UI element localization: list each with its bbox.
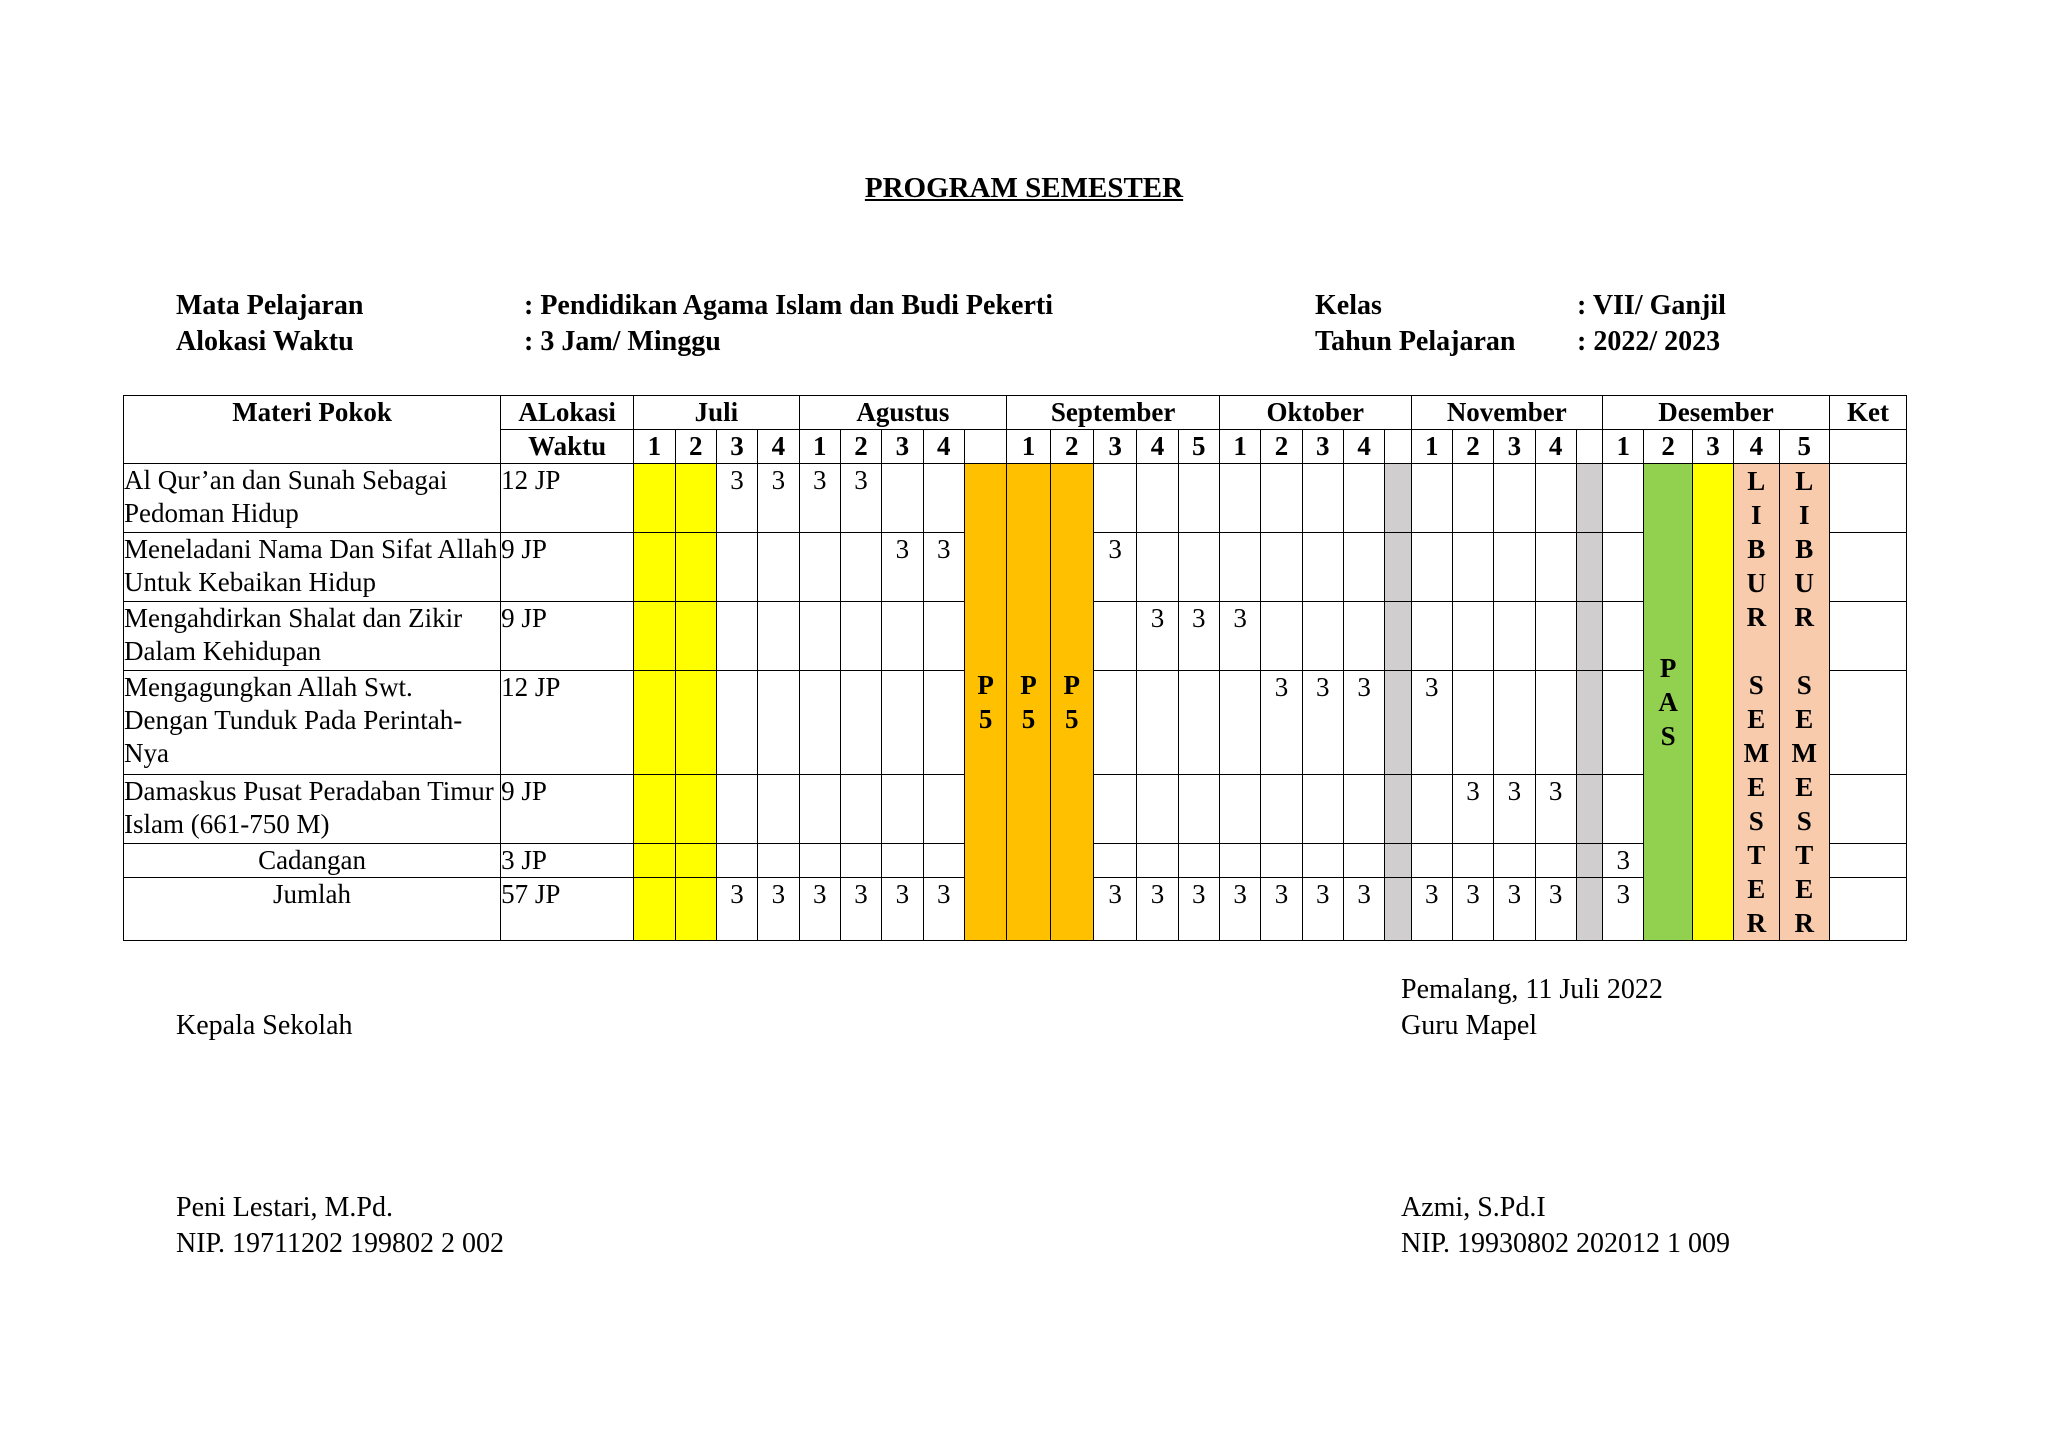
week-oktober-4: 4	[1343, 430, 1384, 464]
cell-september-4	[1137, 464, 1178, 533]
cell-november-3	[1494, 602, 1535, 671]
cell-november-2	[1452, 602, 1493, 671]
materi-cell: Al Qur’an dan Sunah Sebagai Pedoman Hidup	[124, 464, 501, 533]
week-september-2: 2	[1050, 430, 1093, 464]
cell-september-3: 3	[1093, 533, 1136, 602]
materi-cell: Jumlah	[124, 878, 501, 941]
cell-agustus-2: 3	[840, 464, 881, 533]
ket-cell	[1829, 602, 1906, 671]
cell-oktober-4	[1343, 774, 1384, 843]
cell-juli-3	[716, 774, 757, 843]
cell-desember-1	[1603, 533, 1644, 602]
libur-semester-block-1-letter: B	[1747, 534, 1766, 564]
cell-november-1	[1411, 464, 1452, 533]
cell-september-3	[1093, 602, 1136, 671]
libur-semester-block-2-letter: E	[1795, 704, 1814, 734]
cell-november-3	[1494, 843, 1535, 878]
week-november-3: 3	[1494, 430, 1535, 464]
week-oktober-3: 3	[1302, 430, 1343, 464]
cell-juli-4	[758, 533, 799, 602]
materi-cell: Mengagungkan Allah Swt. Dengan Tunduk Pada Perintah-Nya	[124, 671, 501, 775]
cell-juli-1	[634, 464, 675, 533]
alokasi-cell: 57 JP	[501, 878, 634, 941]
mapel-value: : Pendidikan Agama Islam dan Budi Pekerti	[524, 290, 1053, 321]
cell-agustus-4	[923, 774, 964, 843]
cell-agustus-2	[840, 602, 881, 671]
p5-block-september-1-letter: 5	[1021, 704, 1036, 734]
cell-oktober-4	[1343, 533, 1384, 602]
cell-agustus-3: 3	[882, 533, 923, 602]
cell-agustus-4	[923, 602, 964, 671]
cell-juli-2	[675, 464, 716, 533]
cell-desember-1	[1603, 464, 1644, 533]
header-materi: Materi Pokok	[124, 396, 501, 464]
cell-oktober-3	[1302, 464, 1343, 533]
cell-juli-3	[716, 843, 757, 878]
cell-september-3	[1093, 464, 1136, 533]
cell-agustus-1: 3	[799, 878, 840, 941]
alokasi-cell: 12 JP	[501, 464, 634, 533]
cell-oktober-3	[1302, 774, 1343, 843]
cell-desember-1	[1603, 602, 1644, 671]
libur-semester-block-2-letter: U	[1794, 568, 1814, 598]
week-desember-5: 5	[1779, 430, 1829, 464]
tahun-label: Tahun Pelajaran	[1315, 326, 1516, 357]
cell-oktober-4	[1343, 843, 1384, 878]
cell-agustus-2	[840, 671, 881, 775]
cell-agustus-4	[923, 464, 964, 533]
cell-september-5	[1178, 464, 1219, 533]
cell-agustus-2: 3	[840, 878, 881, 941]
cell-desember-1: 3	[1603, 843, 1644, 878]
month-juli: Juli	[634, 396, 799, 430]
mapel-label: Mata Pelajaran	[176, 290, 364, 321]
libur-semester-block-1-letter: T	[1747, 840, 1766, 870]
week-juli-3: 3	[716, 430, 757, 464]
libur-semester-block-1-letter: L	[1747, 466, 1766, 496]
cell-september-3	[1093, 671, 1136, 775]
week-desember-4: 4	[1734, 430, 1779, 464]
cell-november-4	[1535, 671, 1576, 775]
p5-block-september-2-letter: P	[1063, 670, 1081, 700]
week-agustus-2: 2	[840, 430, 881, 464]
cell-desember-1	[1603, 671, 1644, 775]
libur-semester-block-2-letter: B	[1795, 534, 1814, 564]
cell-oktober-2: 3	[1261, 671, 1302, 775]
cell-juli-3	[716, 671, 757, 775]
month-september: September	[1007, 396, 1220, 430]
cell-agustus-4	[923, 671, 964, 775]
week-agustus-4: 4	[923, 430, 964, 464]
cell-juli-4: 3	[758, 464, 799, 533]
cell-agustus-1	[799, 602, 840, 671]
kelas-value: : VII/ Ganjil	[1577, 290, 1726, 321]
kepala-sekolah-label: Kepala Sekolah	[176, 1010, 353, 1041]
cell-juli-2	[675, 602, 716, 671]
week-november-4: 4	[1535, 430, 1576, 464]
libur-semester-block-2-letter: S	[1796, 670, 1812, 700]
ket-cell	[1829, 774, 1906, 843]
cell-oktober-3	[1302, 602, 1343, 671]
cell-juli-3	[716, 533, 757, 602]
week-oktober-1: 1	[1219, 430, 1260, 464]
cell-november-4	[1535, 602, 1576, 671]
kepala-nip: NIP. 19711202 199802 2 002	[176, 1228, 504, 1259]
p5-block-september-2	[1050, 464, 1093, 941]
p5-block-september-1	[1007, 464, 1050, 941]
cell-november-3	[1494, 464, 1535, 533]
libur-semester-block-1-letter: S	[1748, 670, 1764, 700]
cell-juli-1	[634, 878, 675, 941]
cell-oktober-1: 3	[1219, 878, 1260, 941]
cell-november-2	[1452, 843, 1493, 878]
cell-oktober-3	[1302, 533, 1343, 602]
libur-semester-block-1-letter: R	[1746, 602, 1767, 632]
place-date: Pemalang, 11 Juli 2022	[1401, 974, 1663, 1005]
week-juli-1: 1	[634, 430, 675, 464]
ket-cell	[1829, 878, 1906, 941]
kepala-name: Peni Lestari, M.Pd.	[176, 1192, 393, 1223]
cell-juli-1	[634, 843, 675, 878]
cell-november-2: 3	[1452, 774, 1493, 843]
gray-cell-november	[1576, 843, 1602, 878]
cell-agustus-3	[882, 671, 923, 775]
p5-block-september-1-letter: P	[1020, 670, 1037, 700]
cell-november-3	[1494, 671, 1535, 775]
cell-agustus-2	[840, 774, 881, 843]
cell-november-3: 3	[1494, 878, 1535, 941]
libur-semester-block-2-letter: I	[1798, 500, 1810, 530]
cell-november-4: 3	[1535, 878, 1576, 941]
cell-november-4: 3	[1535, 774, 1576, 843]
materi-cell: Damaskus Pusat Peradaban Timur Islam (661-750 M)	[124, 774, 501, 843]
week-juli-4: 4	[758, 430, 799, 464]
gray-cell-oktober	[1385, 843, 1411, 878]
week-oktober-2: 2	[1261, 430, 1302, 464]
cell-oktober-4: 3	[1343, 671, 1384, 775]
cell-september-3	[1093, 843, 1136, 878]
cell-november-1	[1411, 533, 1452, 602]
alokasi-cell: 9 JP	[501, 774, 634, 843]
cell-oktober-4	[1343, 464, 1384, 533]
ket-cell	[1829, 671, 1906, 775]
materi-cell: Mengahdirkan Shalat dan Zikir Dalam Kehidupan	[124, 602, 501, 671]
cell-september-5: 3	[1178, 602, 1219, 671]
cell-juli-3	[716, 602, 757, 671]
week-november-2: 2	[1452, 430, 1493, 464]
alokasi-cell: 3 JP	[501, 843, 634, 878]
p5-block-agustus-letter: P	[977, 670, 994, 700]
gray-cell-november	[1576, 671, 1602, 775]
cell-oktober-1: 3	[1219, 602, 1260, 671]
week-desember-2: 2	[1644, 430, 1692, 464]
week-september-3: 3	[1093, 430, 1136, 464]
gray-cell-november	[1576, 533, 1602, 602]
cell-november-4	[1535, 533, 1576, 602]
week-september-1: 1	[1007, 430, 1050, 464]
libur-semester-block-1-letter: M	[1743, 738, 1770, 768]
cell-september-4: 3	[1137, 878, 1178, 941]
cell-september-4	[1137, 533, 1178, 602]
week-agustus-3: 3	[882, 430, 923, 464]
cell-november-1	[1411, 774, 1452, 843]
tahun-value: : 2022/ 2023	[1577, 326, 1721, 357]
gray-cell-oktober	[1385, 602, 1411, 671]
libur-semester-block-1-letter: E	[1747, 704, 1766, 734]
cell-juli-4	[758, 843, 799, 878]
cell-november-1	[1411, 602, 1452, 671]
ket-cell	[1829, 843, 1906, 878]
cell-agustus-3	[882, 774, 923, 843]
cell-oktober-2	[1261, 774, 1302, 843]
p5-block-agustus	[964, 464, 1006, 941]
week-november-blank	[1576, 430, 1602, 464]
cell-oktober-1	[1219, 464, 1260, 533]
week-november-1: 1	[1411, 430, 1452, 464]
cell-oktober-3: 3	[1302, 671, 1343, 775]
cell-juli-4	[758, 671, 799, 775]
month-oktober: Oktober	[1219, 396, 1411, 430]
gray-cell-oktober	[1385, 533, 1411, 602]
cell-september-4	[1137, 671, 1178, 775]
week-agustus-1: 1	[799, 430, 840, 464]
week-september-5: 5	[1178, 430, 1219, 464]
libur-semester-block-1	[1734, 464, 1779, 941]
cell-september-3: 3	[1093, 878, 1136, 941]
gray-cell-november	[1576, 602, 1602, 671]
month-desember: Desember	[1603, 396, 1830, 430]
cell-september-5: 3	[1178, 878, 1219, 941]
cell-agustus-1	[799, 843, 840, 878]
cell-november-4	[1535, 464, 1576, 533]
libur-semester-block-1-letter: R	[1746, 908, 1767, 938]
cell-agustus-3: 3	[882, 878, 923, 941]
cell-agustus-4: 3	[923, 533, 964, 602]
libur-semester-block-1-letter	[1734, 634, 1778, 668]
cell-september-5	[1178, 774, 1219, 843]
week-juli-2: 2	[675, 430, 716, 464]
cell-november-2	[1452, 671, 1493, 775]
cell-agustus-2	[840, 843, 881, 878]
cell-agustus-1: 3	[799, 464, 840, 533]
alokasi-cell: 9 JP	[501, 602, 634, 671]
alokasi-cell: 12 JP	[501, 671, 634, 775]
cell-september-5	[1178, 671, 1219, 775]
cell-agustus-3	[882, 602, 923, 671]
cell-oktober-4	[1343, 602, 1384, 671]
table-row	[124, 464, 1907, 533]
cell-november-3	[1494, 533, 1535, 602]
cell-november-1	[1411, 843, 1452, 878]
libur-semester-block-2	[1779, 464, 1829, 941]
cell-november-3: 3	[1494, 774, 1535, 843]
cell-agustus-4: 3	[923, 878, 964, 941]
cell-november-4	[1535, 843, 1576, 878]
cell-juli-2	[675, 671, 716, 775]
ket-cell	[1829, 533, 1906, 602]
cell-agustus-1	[799, 671, 840, 775]
libur-semester-block-1-letter: E	[1747, 772, 1766, 802]
alokasi-label: Alokasi Waktu	[176, 326, 354, 357]
cell-november-1: 3	[1411, 878, 1452, 941]
p5-block-september-2-letter: 5	[1065, 704, 1079, 734]
week-oktober-blank	[1385, 430, 1411, 464]
cell-juli-2	[675, 774, 716, 843]
week-september-4: 4	[1137, 430, 1178, 464]
gray-cell-november	[1576, 774, 1602, 843]
cell-juli-2	[675, 843, 716, 878]
week-agustus-blank	[964, 430, 1006, 464]
cell-juli-1	[634, 774, 675, 843]
gray-cell-oktober	[1385, 464, 1411, 533]
week-desember-1: 1	[1603, 430, 1644, 464]
cell-oktober-4: 3	[1343, 878, 1384, 941]
pas-block-letter: A	[1658, 687, 1678, 717]
guru-name: Azmi, S.Pd.I	[1401, 1192, 1546, 1223]
guru-nip: NIP. 19930802 202012 1 009	[1401, 1228, 1731, 1259]
cell-oktober-3	[1302, 843, 1343, 878]
cell-desember-1	[1603, 774, 1644, 843]
gray-cell-november	[1576, 464, 1602, 533]
cell-oktober-1	[1219, 774, 1260, 843]
pas-block	[1644, 464, 1692, 941]
cell-juli-4: 3	[758, 878, 799, 941]
materi-cell: Meneladani Nama Dan Sifat Allah Untuk Kebaikan Hidup	[124, 533, 501, 602]
cell-oktober-2	[1261, 602, 1302, 671]
cell-juli-4	[758, 602, 799, 671]
cell-oktober-1	[1219, 671, 1260, 775]
libur-semester-block-2-letter: T	[1795, 840, 1814, 870]
alokasi-value: : 3 Jam/ Minggu	[524, 326, 721, 357]
month-november: November	[1411, 396, 1603, 430]
cell-agustus-1	[799, 533, 840, 602]
p5-block-agustus-letter: 5	[978, 704, 993, 734]
cell-juli-1	[634, 602, 675, 671]
materi-cell: Cadangan	[124, 843, 501, 878]
kelas-label: Kelas	[1315, 290, 1382, 321]
cell-oktober-1	[1219, 533, 1260, 602]
libur-semester-block-1-letter: E	[1747, 874, 1766, 904]
pas-block-letter: P	[1659, 653, 1677, 683]
cell-oktober-2	[1261, 843, 1302, 878]
program-semester-table	[123, 395, 1907, 941]
page-title: PROGRAM SEMESTER	[864, 172, 1184, 204]
cell-september-4: 3	[1137, 602, 1178, 671]
cell-oktober-2	[1261, 533, 1302, 602]
header-waktu: Waktu	[501, 430, 634, 464]
cell-juli-1	[634, 533, 675, 602]
cell-desember-1: 3	[1603, 878, 1644, 941]
cell-agustus-3	[882, 843, 923, 878]
libur-semester-block-1-letter: U	[1746, 568, 1767, 598]
cell-november-2	[1452, 464, 1493, 533]
libur-semester-block-1-letter: S	[1748, 806, 1764, 836]
cell-juli-4	[758, 774, 799, 843]
cell-september-3	[1093, 774, 1136, 843]
week-ket-blank	[1829, 430, 1906, 464]
cell-september-5	[1178, 533, 1219, 602]
libur-semester-block-2-letter: E	[1795, 772, 1814, 802]
gray-cell-oktober	[1385, 878, 1411, 941]
cell-november-2: 3	[1452, 878, 1493, 941]
cell-juli-1	[634, 671, 675, 775]
cell-juli-2	[675, 878, 716, 941]
cell-juli-2	[675, 533, 716, 602]
guru-mapel-label: Guru Mapel	[1401, 1010, 1538, 1041]
cell-agustus-1	[799, 774, 840, 843]
libur-semester-block-2-letter: L	[1795, 466, 1814, 496]
alokasi-cell: 9 JP	[501, 533, 634, 602]
cell-juli-3: 3	[716, 464, 757, 533]
libur-semester-block-2-letter: R	[1794, 908, 1814, 938]
libur-semester-block-2-letter: E	[1795, 874, 1814, 904]
libur-semester-block-2-letter: R	[1794, 602, 1814, 632]
header-alokasi: ALokasi	[501, 396, 634, 430]
libur-semester-block-2-letter	[1780, 634, 1829, 668]
cell-juli-3: 3	[716, 878, 757, 941]
cell-november-2	[1452, 533, 1493, 602]
cell-agustus-4	[923, 843, 964, 878]
yellow-block-desember-3	[1692, 464, 1733, 941]
cell-september-4	[1137, 774, 1178, 843]
gray-cell-oktober	[1385, 671, 1411, 775]
ket-cell	[1829, 464, 1906, 533]
cell-oktober-2: 3	[1261, 878, 1302, 941]
month-agustus: Agustus	[799, 396, 1007, 430]
cell-september-4	[1137, 843, 1178, 878]
pas-block-letter: S	[1660, 721, 1676, 751]
header-ket: Ket	[1829, 396, 1906, 430]
cell-oktober-3: 3	[1302, 878, 1343, 941]
cell-agustus-3	[882, 464, 923, 533]
gray-cell-november	[1576, 878, 1602, 941]
gray-cell-oktober	[1385, 774, 1411, 843]
libur-semester-block-1-letter: I	[1751, 500, 1762, 530]
cell-agustus-2	[840, 533, 881, 602]
week-desember-3: 3	[1692, 430, 1733, 464]
cell-november-1: 3	[1411, 671, 1452, 775]
libur-semester-block-2-letter: S	[1796, 806, 1812, 836]
cell-september-5	[1178, 843, 1219, 878]
libur-semester-block-2-letter: M	[1791, 738, 1817, 768]
cell-oktober-2	[1261, 464, 1302, 533]
cell-oktober-1	[1219, 843, 1260, 878]
